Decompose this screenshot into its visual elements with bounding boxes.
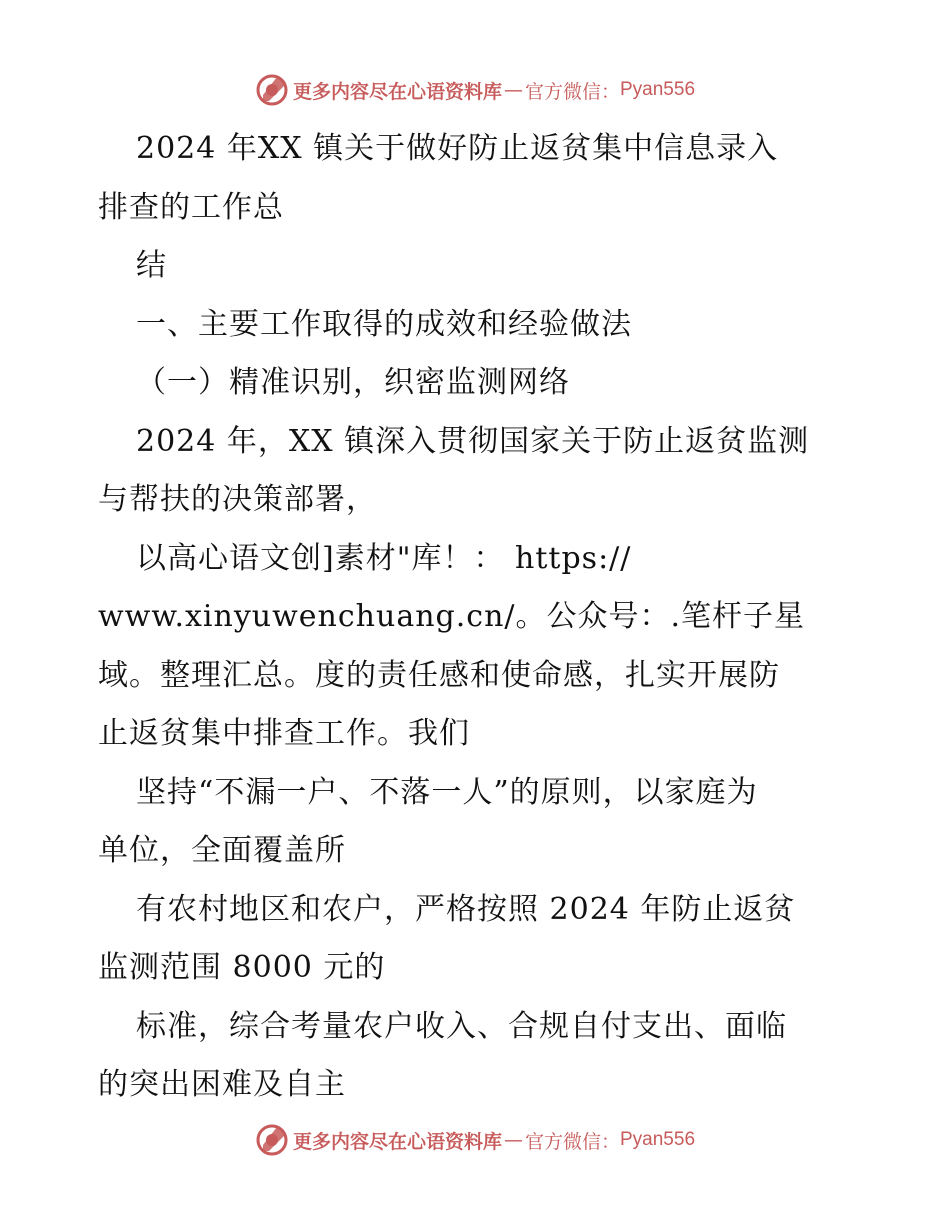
text-line: 与帮扶的决策部署，: [98, 482, 377, 517]
pen-logo-icon: [255, 73, 289, 107]
text-line: 一、主要工作取得的成效和经验做法: [136, 306, 632, 342]
text-line: 单位，全面覆盖所: [98, 833, 346, 868]
text-line: 域。整理汇总。度的责任感和使命感，扎实开展防: [98, 657, 780, 693]
text-line: 的突出困难及自主: [98, 1067, 346, 1102]
watermark-site: 更多内容尽在心语资料库: [292, 1130, 502, 1153]
text-line: 监测范围 8000 元的: [98, 950, 386, 985]
watermark-dash: —: [503, 1129, 523, 1151]
pen-logo-icon: [255, 1123, 289, 1157]
watermark-wechat-label: 官方微信：: [524, 1130, 620, 1153]
text-line: 标准，综合考量农户收入、合规自付支出、面临: [136, 1008, 787, 1044]
text-line: 结: [136, 248, 167, 283]
text-line: 2024 年XX 镇关于做好防止返贫集中信息录入: [136, 131, 779, 166]
watermark-wechat-id: Pyan556: [620, 79, 696, 100]
watermark-wechat-id: Pyan556: [620, 1129, 696, 1150]
footer-watermark: [0, 1120, 950, 1160]
text-line: 有农村地区和农户，严格按照 2024 年防止返贫: [136, 891, 796, 927]
text-line: 以高心语文创]素材"库！： https://: [136, 540, 632, 576]
watermark-wechat-label: 官方微信：: [524, 80, 620, 103]
text-line: 止返贫集中排查工作。我们: [98, 716, 470, 751]
text-line: 2024 年，XX 镇深入贯彻国家关于防止返贫监测: [136, 423, 810, 459]
text-line: www.xinyuwenchuang.cn/。公众号：.笔杆子星: [98, 599, 806, 634]
header-watermark: [0, 70, 950, 110]
text-line: 坚持“不漏一户、不落一人”的原则，以家庭为: [136, 774, 758, 810]
document-body: [98, 120, 858, 1115]
text-line: （一）精准识别，织密监测网络: [136, 365, 570, 400]
watermark-site: 更多内容尽在心语资料库: [292, 80, 502, 103]
text-line: 排查的工作总: [98, 189, 284, 225]
watermark-dash: —: [503, 79, 523, 101]
